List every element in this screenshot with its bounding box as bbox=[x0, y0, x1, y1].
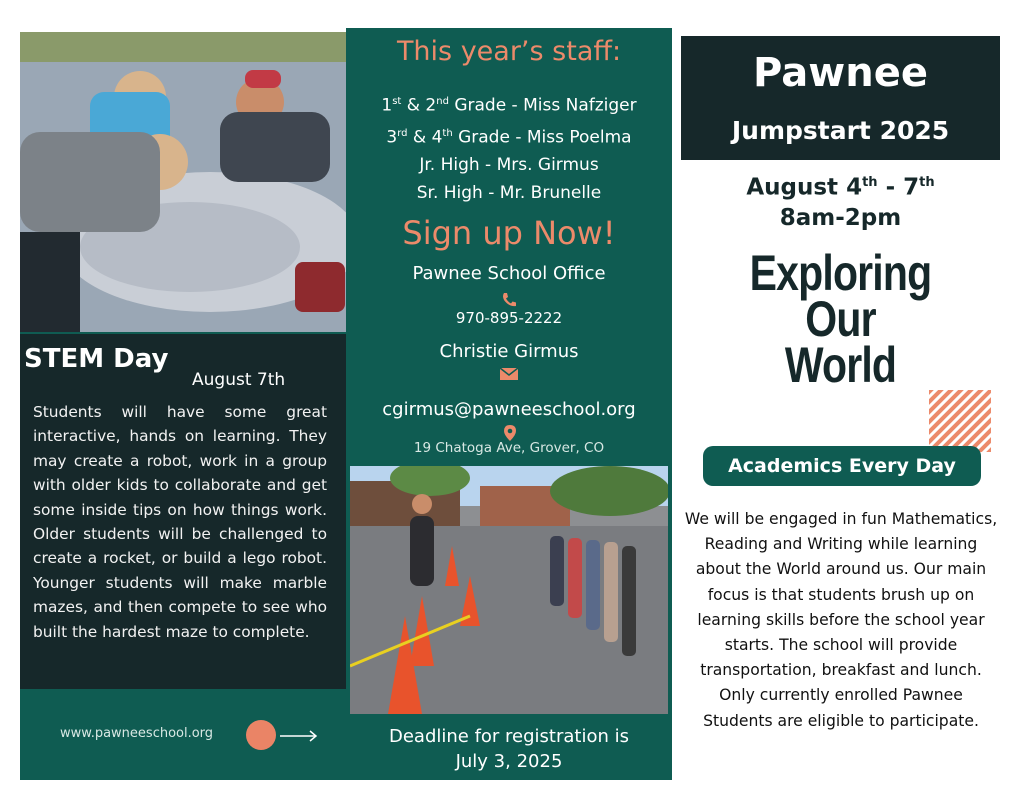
school-office: Pawnee School Office bbox=[412, 263, 606, 284]
title-banner bbox=[681, 36, 1000, 160]
staff-line: Sr. High - Mr. Brunelle bbox=[416, 183, 602, 204]
arrow-right-icon bbox=[272, 722, 322, 748]
program-subtitle: Jumpstart 2025 bbox=[731, 116, 950, 145]
stem-day-description: Students will have some great interactive, hands on learning. They may create a robot, work in a group with older kids to collaborate and get some inside tips on how things work. Older students will be challenged to create a rocket, or build a lego robot. Younger students will make marble mazes, and then compete to see who built the hardest maze to complete. bbox=[33, 403, 327, 641]
date-range: August 4th - 7th bbox=[746, 174, 935, 201]
theme-line: Exploring bbox=[749, 245, 932, 301]
program-hours: 8am-2pm bbox=[779, 204, 902, 231]
theme-line: Our bbox=[805, 291, 876, 347]
signup-heading: Sign up Now! bbox=[402, 214, 616, 252]
stem-activity-photo-art bbox=[20, 32, 346, 332]
registration-deadline bbox=[346, 724, 672, 774]
stem-day-title: STEM Day bbox=[24, 344, 169, 374]
staff-heading: This year’s staff: bbox=[396, 36, 622, 67]
outdoor-activity-photo bbox=[350, 466, 668, 714]
stem-activity-photo bbox=[20, 32, 346, 332]
school-address: 19 Chatoga Ave, Grover, CO bbox=[413, 440, 605, 456]
theme-title bbox=[710, 245, 972, 393]
deadline-line: Deadline for registration is bbox=[388, 726, 630, 747]
website-link[interactable] bbox=[60, 720, 340, 750]
academics-description: We will be engaged in fun Mathematics, Reading and Writing while learning about the World around us. Our main focus is that students brush up on learning skills before the school year starts. The school will provide transportation, breakfast and lunch. Only currently enrolled Pawnee Students are eligible to participate. bbox=[684, 510, 998, 730]
left-panel bbox=[20, 32, 346, 780]
staff-line: 3rd & 4th Grade - Miss Poelma bbox=[386, 127, 632, 148]
middle-panel bbox=[346, 28, 672, 780]
outdoor-activity-photo-art bbox=[350, 466, 668, 714]
staff-line: 1st & 2nd Grade - Miss Nafziger bbox=[381, 95, 637, 116]
phone-icon bbox=[499, 290, 519, 310]
academics-heading: Academics Every Day bbox=[703, 446, 981, 486]
program-dates bbox=[681, 168, 1000, 233]
stem-day-section bbox=[20, 334, 346, 689]
mail-icon bbox=[499, 367, 519, 381]
email-address[interactable]: cgirmus@pawneeschool.org bbox=[382, 399, 636, 420]
phone-number[interactable]: 970-895-2222 bbox=[455, 309, 563, 327]
striped-decoration bbox=[929, 390, 991, 452]
website-url[interactable]: www.pawneeschool.org bbox=[60, 726, 214, 741]
page-title: Pawnee bbox=[753, 50, 928, 96]
staff-list bbox=[346, 88, 672, 207]
theme-line: World bbox=[784, 337, 897, 393]
staff-line: Jr. High - Mrs. Girmus bbox=[419, 155, 599, 176]
contact-name: Christie Girmus bbox=[439, 341, 579, 362]
stem-day-date: August 7th bbox=[192, 370, 286, 390]
deadline-date: July 3, 2025 bbox=[455, 751, 563, 772]
